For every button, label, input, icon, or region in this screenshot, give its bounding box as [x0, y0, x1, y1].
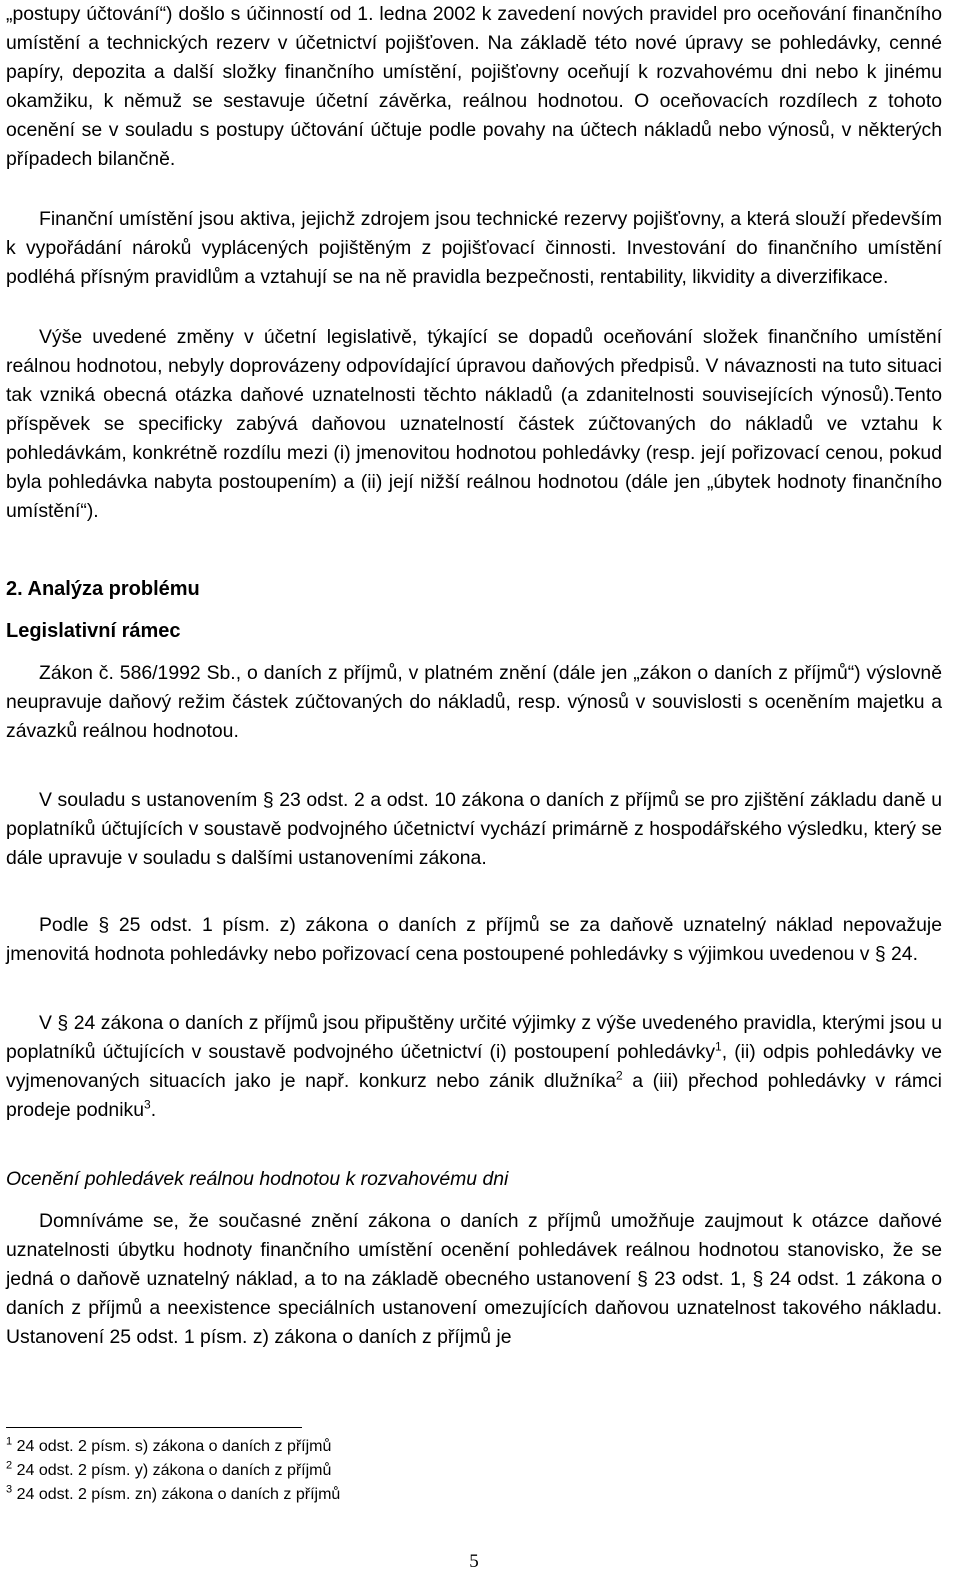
paragraph-section-24-exceptions — [6, 1009, 942, 1125]
footnote-separator — [6, 1427, 302, 1428]
footnote-text: 24 odst. 2 písm. s) zákona o daních z příjmů — [16, 1438, 332, 1455]
footnote-number: 2 — [6, 1459, 13, 1472]
p7-text-c: a (iii) přechod pohledávky v rámci prodeje podniku — [6, 1070, 942, 1121]
section-heading: 2. Analýza problému — [6, 578, 200, 600]
paragraph-income-tax-act: Zákon č. 586/1992 Sb., o daních z příjmů, v platném znění (dále jen „zákon o daních z příjmů“) výslovně neupravuje daňový režim částek zúčtovaných do nákladů, resp. výnosů v souvislosti s oceněním majetku a závazků reálnou hodnotou. — [6, 662, 942, 742]
footnote-2 — [6, 1461, 331, 1481]
footnote-number: 1 — [6, 1435, 13, 1448]
italic-subheading: Ocenění pohledávek reálnou hodnotou k rozvahovému dni — [6, 1168, 509, 1190]
footnote-ref-1: 1 — [715, 1039, 722, 1054]
page-number: 5 — [469, 1551, 479, 1572]
footnote-ref-3: 3 — [144, 1097, 151, 1112]
paragraph-financial-placement: Finanční umístění jsou aktiva, jejichž zdrojem jsou technické rezervy pojišťovny, a která slouží především k vypořádání nároků vyplácených pojištěným z pojišťovací činnosti. Investování do finančního umístění podléhá přísným pravidlům a vztahují se na ně pravidla bezpečnosti, rentability, likvidity a diverzifikace. — [6, 208, 942, 288]
footnote-ref-2: 2 — [616, 1068, 623, 1083]
footnote-3 — [6, 1485, 340, 1505]
paragraph-opinion: Domníváme se, že současné znění zákona o daních z příjmů umožňuje zaujmout k otázce daňové uznatelnosti úbytku hodnoty finančního umístění ocenění pohledávek reálnou hodnotou stanovisko, že se jedná o daňově uznatelný náklad, a to na základě obecného ustanovení § 23 odst. 1, § 24 odst. 1 zákona o daních z příjmů a neexistence speciálních ustanovení omezujících daňovou uznatelnost takového nákladu. Ustanovení 25 odst. 1 písm. z) zákona o daních z příjmů je — [6, 1210, 942, 1348]
paragraph-section-23: V souladu s ustanovením § 23 odst. 2 a odst. 10 zákona o daních z příjmů se pro zjištění základu daně u poplatníků účtujících v soustavě podvojného účetnictví vychází primárně z hospodářského výsledku, který se dále upravuje v souladu s dalšími ustanoveními zákona. — [6, 789, 942, 869]
footnote-1 — [6, 1437, 331, 1457]
paragraph-legislation-changes: Výše uvedené změny v účetní legislativě, týkající se dopadů oceňování složek finančního umístění reálnou hodnotou, nebyly doprovázeny odpovídající úpravou daňových předpisů. V návaznosti na tuto situaci tak vzniká obecná otázka daňové uznatelnosti těchto nákladů (a zdanitelnosti souvisejících výnosů).Tento příspěvek se specificky zabývá daňovou uznatelností částek zúčtovaných do nákladů ve vztahu k pohledávkám, konkrétně rozdílu mezi (i) jmenovitou hodnotou pohledávky (resp. její pořizovací cenou, pokud byla pohledávka nabyta postoupením) a (ii) její nižší reálnou hodnotou (dále jen „úbytek hodnoty finančního umístění“). — [6, 326, 942, 522]
footnote-number: 3 — [6, 1483, 13, 1496]
p7-text-a: V § 24 zákona o daních z příjmů jsou připuštěny určité výjimky z výše uvedeného pravidla, kterými jsou u poplatníků účtujících v soustavě podvojného účetnictví (i) postoupení pohledávky — [6, 1012, 942, 1063]
subsection-heading: Legislativní rámec — [6, 620, 181, 642]
paragraph-accounting-rules: „postupy účtování“) došlo s účinností od 1. ledna 2002 k zavedení nových pravidel pro oceňování finančního umístění a technických rezerv v účetnictví pojišťoven. Na základě této nové úpravy se pohledávky, cenné papíry, depozita a další složky finančního umístění, pojišťovny oceňují k rozvahovému dni nebo k jinému okamžiku, k němuž se sestavuje účetní závěrka, reálnou hodnotou. O oceňovacích rozdílech z tohoto ocenění se v souladu s postupy účtování účtuje podle povahy na účtech nákladů nebo výnosů, v některých případech bilančně. — [6, 3, 942, 170]
paragraph-section-25: Podle § 25 odst. 1 písm. z) zákona o daních z příjmů se za daňově uznatelný náklad nepovažuje jmenovitá hodnota pohledávky nebo pořizovací cena postoupené pohledávky s výjimkou uvedenou v § 24. — [6, 914, 942, 965]
footnote-text: 24 odst. 2 písm. y) zákona o daních z příjmů — [16, 1462, 332, 1479]
p7-text-b: , (ii) odpis pohledávky ve vyjmenovaných situacích jako je např. konkurz nebo zánik dlužníka — [6, 1041, 943, 1092]
p7-text-d: . — [150, 1099, 157, 1121]
footnote-text: 24 odst. 2 písm. zn) zákona o daních z příjmů — [16, 1486, 341, 1503]
